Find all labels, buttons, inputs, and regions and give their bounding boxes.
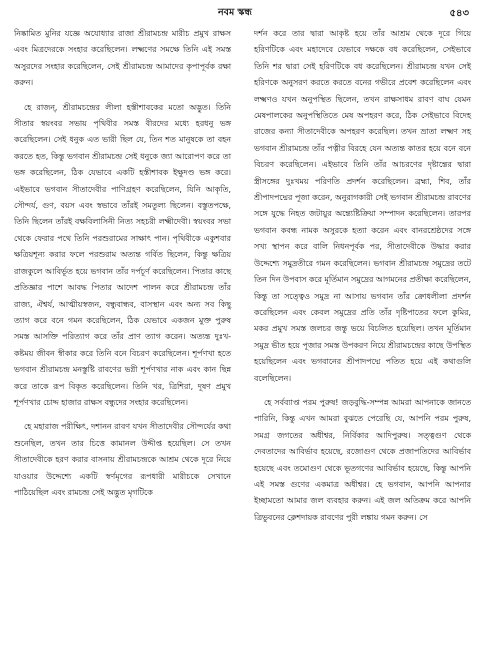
paragraph: হে মহারাজ পরীক্ষিৎ, দশানন রাবণ যখন সীতাদেবীর সৌন্দর্যের কথা শুনেছিল, তখন তার চিত্তে কামানল উদ্দীপ্ত হয়েছিল। সে তখন সীতাদেবীকে হরণ করার বাসনায় শ্রীরামচন্দ্রকে আশ্রম থেকে দূরে নিয়ে যাওয়ার উদ্দেশ্যে একটি স্বর্ণমৃগের রূপধারী মারীচকে সেখানে পাঠিয়েছিল এবং রামচন্দ্র সেই অদ্ভুত মৃগটিকে [14,422,231,497]
paragraph: দর্শন করে তার দ্বারা আকৃষ্ট হয়ে তাঁর আশ্রম থেকে দূরে গিয়ে হরিণটিকে এবং মহাদেবে যেভাবে দক্ষকে বধ করেছিলেন, সেইভাবে তিনি শর দ্বারা সেই হরিণটিকে বধ করেছিলেন। শ্রীরামচন্দ্র যখন সেই হরিণকে অনুসরণ করতে করতে বনের গভীরে প্রবেশ করেছিলেন এবং লক্ষ্মণও যখন অনুপস্থিত ছিলেন, তখন রাক্ষসাধম রাবণ বাঘ যেমন মেষপালকের অনুপস্থিতিতে মেষ অপহরণ করে, ঠিক সেইভাবে বিদেহ রাজের কন্যা সীতাদেবীকে অপহরণ করেছিল। তখন ভ্রাতা লক্ষ্মণ সহ ভগবান শ্রীরামচন্দ্র তাঁর পত্নীর বিরহে যেন অত্যন্ত কাতর হয়ে বনে বনে বিচরণ করেছিলেন। এইভাবে তিনি তাঁর আচরণের দৃষ্টান্তের দ্বারা স্ত্রীসঙ্গের দুঃখময় পরিণতি প্রদর্শন করেছিলেন। ব্রহ্মা, শিব, তাঁর শ্রীপাদপদ্মের পূজা করেন, অনুরাগকারী সেই ভগবান শ্রীরামচন্দ্র রাবণের সঙ্গে যুদ্ধে নিহত জটায়ুর অন্ত্যেষ্টিক্রিয়া সম্পাদন করেছিলেন। তারপর ভগবান কবন্ধ নামক অসুরকে হত্যা করেন এবং বানরশ্রেষ্ঠদের সঙ্গে সখ্য স্থাপন করে বালি নিধনপূর্বক পর, সীতাদেবীকে উদ্ধার করার উদ্দেশ্যে সমুদ্রতীরে গমন করেছিলেন। ভগবান শ্রীরামচন্দ্র সমুদ্রের তটে তিন দিন উপবাস করে মূর্তিমান সমুদ্রের আগমনের প্রতীক্ষা করেছিলেন, কিন্তু তা সত্ত্বেও সমুদ্র না আসায় ভগবান তাঁর ক্রোধলীলা প্রদর্শন করেছিলেন এবং কেবল সমুদ্রের প্রতি তাঁর দৃষ্টিপাতের ফলে কুমির, মকর প্রমুখ সমস্ত জলচর জন্তু ভয়ে বিচলিত হয়েছিল। তখন মূর্তিমান সমুদ্র ভীত হয়ে পূজার সমস্ত উপকরণ নিয়ে শ্রীরামচন্দ্রের কাছে উপস্থিত হয়েছিলেন এবং ভগবানের শ্রীপাদপদ্মে পতিত হয়ে এই কথাগুলি বলেছিলেন। [254,29,471,383]
running-head: নবম স্কন্ধ [218,7,252,18]
paragraph: হে রাজন্, শ্রীরামচন্দ্রের লীলা হস্তীশাবকের মতো অদ্ভুত। তিনি সীতার স্বয়ংবর সভায় পৃথিবীর সমস্ত বীরদের মধ্যে হরধনু ভঙ্গ করেছিলেন। সেই ধনুক এত ভারী ছিল যে, তিন শত মানুষকে তা বহন করতে হত, কিন্তু ভগবান শ্রীরামচন্দ্র সেই ধনুকে জ্যা আরোপণ করে তা ভঙ্গ করেছিলেন, ঠিক যেভাবে একটি হস্তীশাবক ইক্ষুদণ্ড ভঙ্গ করে। এইভাবে ভগবান সীতাদেবীর পাণিগ্রহণ করেছিলেন, যিনি আকৃতি, সৌন্দর্য, গুণ, বয়স এবং স্বভাবে তাঁরই সমতুল্য ছিলেন। বস্তুতপক্ষে, তিনি ছিলেন তাঁরই বক্ষবিলাসিনী নিত্য সহচরী লক্ষ্মীদেবী। স্বয়ংবর সভা থেকে ফেরার পথে তিনি পরশুরামের সাক্ষাৎ পান। পৃথিবীকে একুশবার ক্ষত্রিয়শূন্য করার ফলে পরশুরাম অত্যন্ত গর্বিত ছিলেন, কিন্তু ক্ষত্রিয় রাজকুলে আবির্ভূত হয়ে ভগবান তাঁর দর্পচূর্ণ করেছিলেন। পিতার কাছে প্রতিজ্ঞার পাশে আবদ্ধ পিতার আদেশ পালন করে শ্রীরামচন্দ্র তাঁর রাজ্য, ঐশ্বর্য, আত্মীয়স্বজন, বন্ধুবান্ধব, বাসস্থান এবং অন্য সব কিছু ত্যাগ করে বনে গমন করেছিলেন, ঠিক যেভাবে একজন মুক্ত পুরুষ সমস্ত আসক্তি পরিত্যাগ করে তাঁর প্রাণ ত্যাগ করেন। অত্যন্ত দুঃখ-কষ্টময় জীবন স্বীকার করে তিনি বনে বিচরণ করেছিলেন। শূর্পণখা হতে ভগবান শ্রীরামচন্দ্র মনস্তুষ্টি রাবণের ভগ্নী শূর্পণখার নাক এবং কান ছিন্ন করে তাকে রূপ বিকৃত করেছিলেন। তিনি খর, ত্রিশিরা, দূষণ প্রমুখ শূর্পণখার চোদ্দ হাজার রাক্ষস বন্ধুদের সংহার করেছিলেন। [14,102,231,407]
page-header [0,6,485,22]
paragraph: হে সর্বব্যাপ্ত পরম পুরুষ! জড়বুদ্ধি-সম্পন্ন আমরা আপনাকে জানতে পারিনি, কিন্তু এখন আমরা বুঝতে পেরেছি যে, আপনি পরম পুরুষ, সমগ্র জগতের অধীশ্বর, নির্বিকার আদিপুরুষ। সত্ত্বগুণ থেকে দেবতাদের আবির্ভাব হয়েছে, রজোগুণ থেকে প্রজাপতিদের আবির্ভাব হয়েছে এবং তমোগুণ থেকে ভূতগণের আবির্ভাব হয়েছে, কিন্তু আপনি এই সমস্ত গুণের একমাত্র অধীশ্বর। হে ভগবান, আপনি আপনার ইচ্ছামতো আমার জল ব্যবহার করুন। এই জল অতিক্রম করে আপনি ত্রিভুবনের ক্লেশদায়ক রাবণের পুরী লঙ্কায় গমন করুন। সে [254,397,471,522]
page-number: ৫৪৩ [449,8,469,19]
right-column [254,26,471,526]
left-column [14,26,231,501]
paragraph: নিষ্কামিত মুনির যজ্ঞে অযোধ্যার রাজা শ্রীরামচন্দ্র মারীচ প্রমুখ রাক্ষস এবং মিত্রদেরকে সংহার করেছিলেন। লক্ষ্মণের সমক্ষে তিনি এই সমস্ত অসুরদের সংহার করেছিলেন, সেই শ্রীরামচন্দ্র আমাদের কৃপাপূর্বক রক্ষা করুন। [14,29,231,88]
